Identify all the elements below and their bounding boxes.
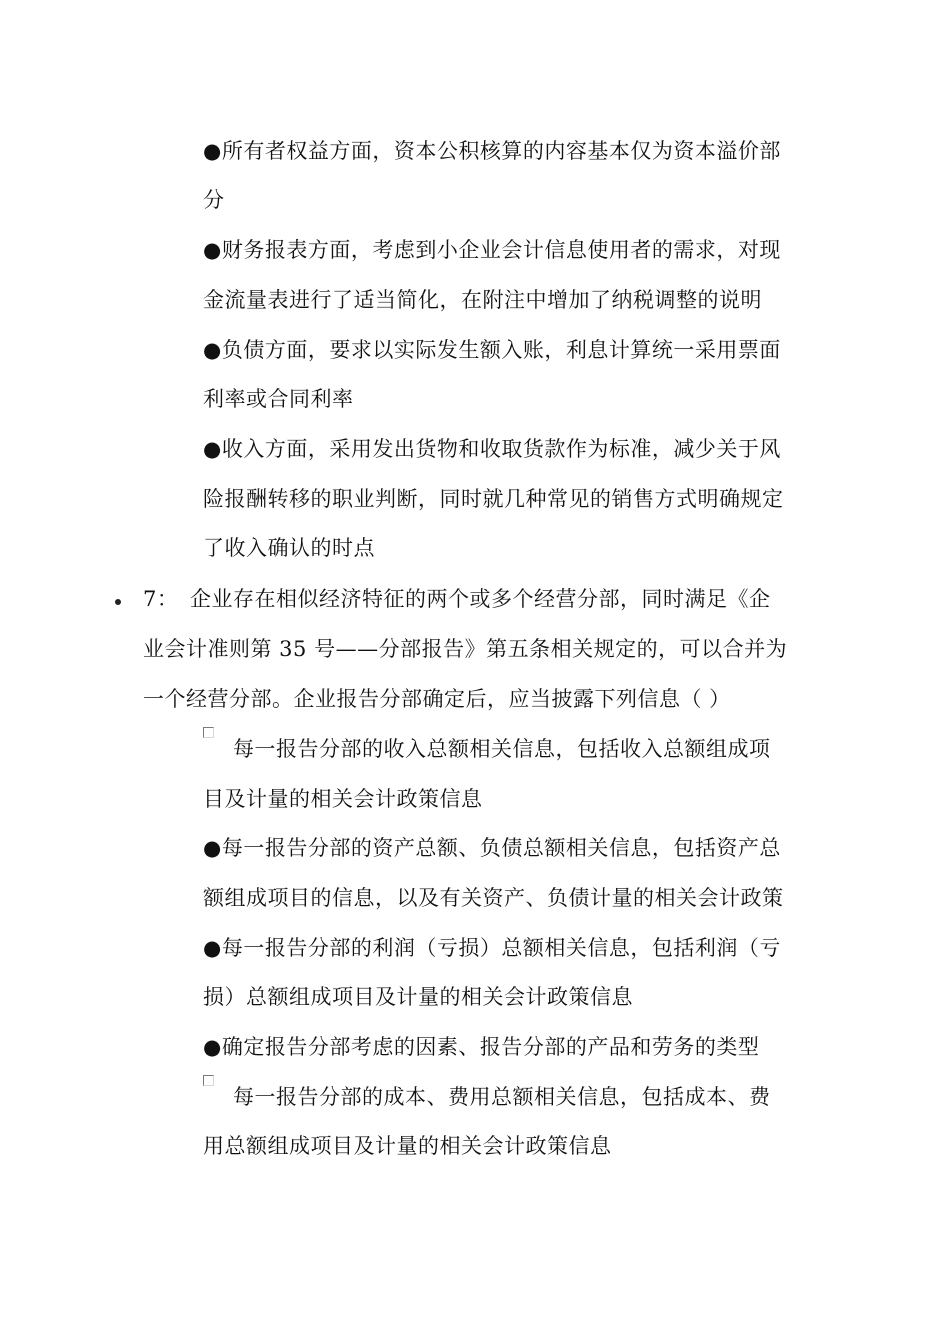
option-line: ●负债方面，要求以实际发生额入账，利息计算统一采用票面 xyxy=(203,338,781,362)
option-line: 利率或合同利率 xyxy=(203,387,354,411)
option-line: 险报酬转移的职业判断，同时就几种常见的销售方式明确规定 xyxy=(203,487,784,511)
answer-checkbox[interactable] xyxy=(203,1075,214,1086)
question-text-line: 一个经营分部。企业报告分部确定后，应当披露下列信息（ ） xyxy=(143,687,731,711)
answer-text-line: 目及计量的相关会计政策信息 xyxy=(203,787,483,811)
answer-text-line: ●每一报告分部的资产总额、负债总额相关信息，包括资产总 xyxy=(203,836,781,860)
option-line: ●所有者权益方面，资本公积核算的内容基本仅为资本溢价部 xyxy=(203,139,781,163)
option-line: 分 xyxy=(203,188,225,212)
question-number: 7： xyxy=(143,587,179,611)
answer-text-line: 额组成项目的信息，以及有关资产、负债计量的相关会计政策 xyxy=(203,886,784,910)
answer-text-line: ●每一报告分部的利润（亏损）总额相关信息，包括利润（亏 xyxy=(203,936,781,960)
option-line: 了收入确认的时点 xyxy=(203,536,375,560)
answer-checkbox[interactable] xyxy=(203,727,214,738)
answer-text-line: 每一报告分部的收入总额相关信息，包括收入总额组成项 xyxy=(233,737,771,761)
answer-text-line: 用总额组成项目及计量的相关会计政策信息 xyxy=(203,1134,612,1158)
question-text-line: 企业存在相似经济特征的两个或多个经营分部，同时满足《企 xyxy=(190,587,771,611)
list-bullet-icon xyxy=(115,599,121,605)
answer-text-line: ●确定报告分部考虑的因素、报告分部的产品和劳务的类型 xyxy=(203,1035,760,1059)
answer-text-line: 每一报告分部的成本、费用总额相关信息，包括成本、费 xyxy=(233,1085,771,1109)
option-line: 金流量表进行了适当简化，在附注中增加了纳税调整的说明 xyxy=(203,288,762,312)
question-text-line: 业会计准则第 35 号——分部报告》第五条相关规定的，可以合并为 xyxy=(143,637,788,661)
answer-text-line: 损）总额组成项目及计量的相关会计政策信息 xyxy=(203,985,633,1009)
option-line: ●财务报表方面，考虑到小企业会计信息使用者的需求，对现 xyxy=(203,238,781,262)
option-line: ●收入方面，采用发出货物和收取货款作为标准，减少关于风 xyxy=(203,437,781,461)
